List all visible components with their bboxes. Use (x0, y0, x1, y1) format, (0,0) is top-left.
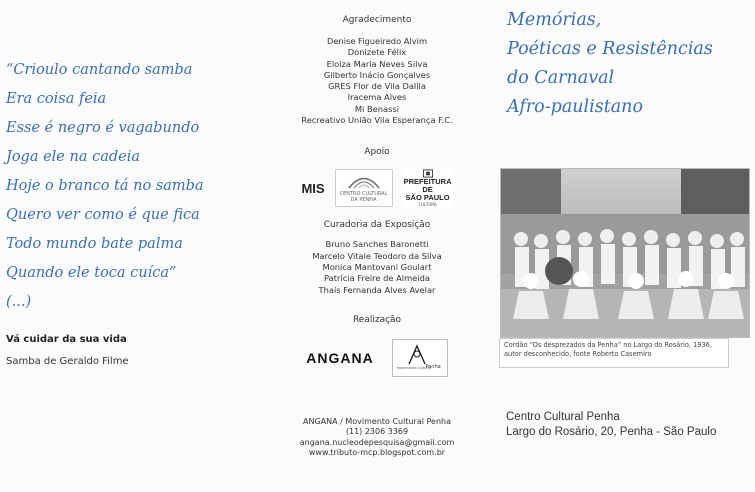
lyric-line: Quero ver como é que fica (6, 207, 200, 223)
curators-heading: Curadoria da Exposição (323, 220, 431, 231)
title-line: Memórias, (507, 10, 602, 30)
lyric-line: Joga ele na cadeia (6, 149, 140, 165)
venue-block (506, 410, 716, 440)
contact-email[interactable]: angana.nucleodepesquisa@gmail.com (299, 437, 455, 447)
lyric-line: Todo mundo bate palma (6, 236, 183, 252)
lyric-line: Era coisa feia (6, 91, 107, 107)
thanks-name: Iracema Alves (347, 92, 407, 103)
support-heading: Apoio (364, 147, 390, 158)
thanks-name: GRES Flor de Vila Dalila (328, 81, 426, 92)
song-title: Vá cuidar da sua vida (6, 334, 127, 345)
left-panel (0, 0, 248, 492)
thanks-name: Gilberto Inácio Gonçalves (323, 69, 431, 80)
title-line: do Carnaval (507, 68, 615, 88)
thanks-name: Donizete Félix (347, 47, 407, 58)
penha-logo-label: Penha (425, 363, 441, 370)
contact-block (258, 417, 496, 459)
angana-logo: ANGANA (306, 349, 374, 366)
lyrics-block (6, 56, 248, 317)
support-logos (258, 169, 496, 207)
curator-name: Patrícia Freire de Almeida (324, 273, 430, 284)
venue-name: Centro Cultural Penha (506, 411, 620, 423)
thanks-list (258, 36, 496, 126)
prefeitura-sp-logo (403, 169, 453, 207)
penha-logo (392, 339, 448, 377)
prefeitura-sub: CULTURA (418, 202, 437, 208)
lyric-line: Esse é negro é vagabundo (6, 120, 200, 136)
lyric-line: “Crioulo cantando samba (6, 62, 193, 78)
thanks-name: Recreativo União Vila Esperança F.C. (301, 115, 453, 126)
photo-caption-box (499, 338, 729, 368)
prefeitura-line2: SÃO PAULO (405, 193, 450, 203)
arch-icon (347, 173, 381, 189)
lyric-line: Quando ele toca cuíca” (6, 265, 177, 281)
title-line: Poéticas e Resistências (507, 39, 713, 59)
curator-name: Monica Mantovani Goulart (322, 261, 432, 272)
venue-address: Largo do Rosário, 20, Penha - São Paulo (506, 426, 717, 438)
curator-name: Marcelo Vitale Teodoro da Silva (312, 250, 442, 261)
song-author: Samba de Geraldo Filme (6, 356, 129, 367)
exhibition-title (507, 6, 713, 122)
middle-panel (258, 0, 496, 492)
penha-logo-small: movimento cultural (396, 365, 431, 370)
photo-caption: Cordão “Os desprezados da Penha” no Largo do Rosário, 1936, autor desconhecido, fonte Roberto Casemiro (504, 341, 712, 358)
contact-org: ANGANA / Movimento Cultural Penha (302, 416, 452, 426)
prefeitura-line1: PREFEITURA DE (403, 177, 452, 195)
mis-logo: MIS (301, 180, 325, 196)
historic-photo (500, 168, 750, 338)
thanks-name: Denise Figueiredo Alvim (326, 36, 428, 46)
thanks-name: Eloiza Maria Neves Silva (326, 58, 428, 69)
curator-name: Bruno Sanches Baronetti (325, 239, 429, 250)
thanks-heading: Agradecimento (342, 15, 412, 25)
contact-website[interactable]: www.tributo-mcp.blogspot.com.br (308, 448, 446, 458)
realization-heading: Realização (352, 314, 402, 325)
photo-image (501, 169, 750, 338)
lyric-line: (...) (6, 294, 32, 310)
thanks-name: Mi Benassi (354, 103, 400, 114)
curators-list (258, 239, 496, 295)
lyric-line: Hoje o branco tá no samba (6, 178, 204, 194)
cc-penha-logo (335, 169, 393, 207)
contact-phone: (11) 2306 3369 (345, 427, 409, 437)
realization-logos (258, 339, 496, 377)
title-line: Afro-paulistano (507, 97, 643, 117)
curator-name: Thaís Fernanda Alves Avelar (318, 284, 436, 295)
cc-penha-logo-text: CENTRO CULTURAL DA PENHA (339, 191, 388, 204)
